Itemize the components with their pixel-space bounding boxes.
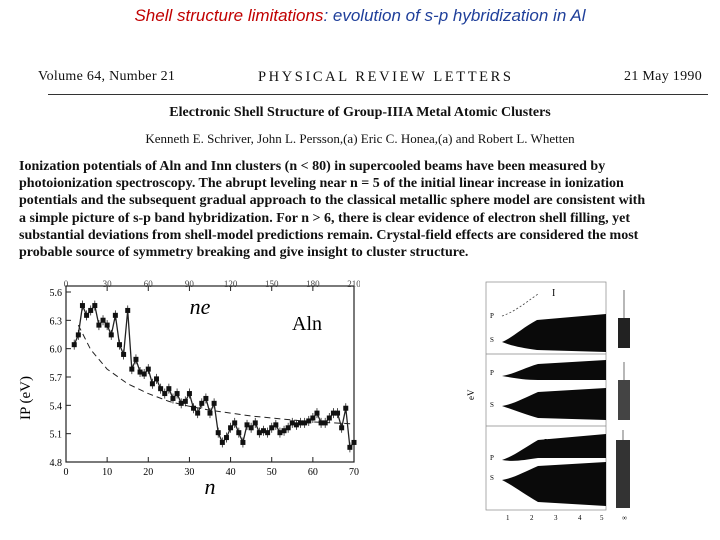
band-label: S bbox=[490, 336, 494, 344]
top-label: ne bbox=[189, 294, 211, 319]
data-point bbox=[195, 411, 200, 416]
data-point bbox=[183, 399, 188, 404]
y-tick-label: 5.7 bbox=[49, 373, 62, 384]
data-point bbox=[187, 391, 192, 396]
band-p-fan bbox=[502, 360, 606, 380]
y-axis bbox=[50, 288, 72, 469]
band-label: P bbox=[490, 312, 494, 320]
data-point bbox=[105, 323, 110, 328]
abstract-line: probable source of symmetry breaking and give insight to cluster structure. bbox=[19, 245, 469, 261]
data-point bbox=[273, 422, 278, 427]
data-point bbox=[129, 367, 134, 372]
data-point bbox=[92, 303, 97, 308]
data-point bbox=[96, 323, 101, 328]
data-point bbox=[343, 406, 348, 411]
band-column bbox=[618, 318, 630, 348]
x-tick-label: 40 bbox=[225, 467, 236, 478]
data-point bbox=[125, 308, 130, 313]
band-p-fan bbox=[502, 434, 606, 461]
header-rule bbox=[48, 94, 708, 95]
data-point bbox=[339, 425, 344, 430]
data-point bbox=[117, 342, 122, 347]
data-point bbox=[150, 381, 155, 386]
data-point bbox=[310, 416, 315, 421]
band-x-tick: 3 bbox=[554, 514, 558, 522]
band-s-fan bbox=[502, 388, 606, 420]
journal-name: PHYSICAL REVIEW LETTERS bbox=[258, 69, 514, 85]
band-ylabel: eV bbox=[466, 389, 476, 400]
band-x-tick: 1 bbox=[506, 514, 510, 522]
y-tick-label: 5.1 bbox=[49, 429, 62, 441]
band-p-line bbox=[502, 294, 538, 316]
band-label: S bbox=[490, 401, 494, 409]
data-point bbox=[208, 411, 213, 416]
band-label: S bbox=[490, 474, 494, 482]
data-point bbox=[80, 303, 85, 308]
abstract-line: photoionization spectroscopy. The abrupt leveling near n = 5 of the initial linear increase in ionization bbox=[19, 176, 624, 192]
data-point bbox=[133, 357, 138, 362]
y-tick-label: 6.3 bbox=[49, 316, 62, 328]
panel-label-1: I bbox=[552, 288, 556, 299]
x-tick-label: 60 bbox=[307, 467, 318, 478]
data-point bbox=[84, 313, 89, 318]
band-x-tick: 5 bbox=[600, 514, 604, 522]
species-label: Aln bbox=[292, 313, 322, 335]
slide-title bbox=[0, 6, 720, 26]
x-tick-label: 50 bbox=[266, 467, 277, 478]
data-point bbox=[236, 430, 241, 435]
band-x-tick: 2 bbox=[530, 514, 534, 522]
data-point bbox=[352, 440, 357, 445]
journal-volume: Volume 64, Number 21 bbox=[38, 69, 176, 84]
abstract-line: a simple picture of s-p band hybridization. For n > 6, there is clear evidence of electron shell filling, yet bbox=[19, 210, 630, 226]
top-tick-label: 180 bbox=[306, 280, 320, 289]
paper-title: Electronic Shell Structure of Group-IIIA Metal Atomic Clusters bbox=[169, 105, 551, 120]
data-point bbox=[265, 430, 270, 435]
abstract-line: Ionization potentials of Aln and Inn clusters (n < 80) in supercooled beams have been measured by bbox=[19, 159, 606, 174]
data-point bbox=[249, 425, 254, 430]
data-point bbox=[327, 416, 332, 421]
x-tick-label: 0 bbox=[63, 467, 69, 478]
band-x-tick: ∞ bbox=[622, 514, 627, 522]
data-point bbox=[314, 411, 319, 416]
band-s-fan bbox=[502, 314, 606, 352]
x-tick-label: 30 bbox=[184, 467, 195, 478]
band-label: P bbox=[490, 369, 494, 377]
data-point bbox=[158, 386, 163, 391]
data-point bbox=[72, 342, 77, 347]
data-point bbox=[154, 376, 159, 381]
abstract-line: potentials and the subsequent gradual approach to the classical metallic sphere model are consistent with bbox=[19, 193, 646, 209]
data-point bbox=[224, 435, 229, 440]
y-tick-label: 5.6 bbox=[49, 288, 62, 299]
ip-chart-figure bbox=[14, 280, 360, 525]
paper-authors: Kenneth E. Schriver, John L. Persson,(a) Eric C. Honea,(a) and Robert L. Whetten bbox=[145, 131, 575, 146]
data-point bbox=[253, 420, 258, 425]
data-point bbox=[212, 401, 217, 406]
top-tick-label: 90 bbox=[184, 280, 194, 289]
data-point bbox=[216, 430, 221, 435]
ip-chart bbox=[14, 280, 360, 525]
band-diagram bbox=[452, 280, 652, 525]
data-point bbox=[335, 411, 340, 416]
y-tick-label: 6.0 bbox=[49, 344, 62, 356]
slide-title-rest: : evolution of s-p hybridization in Al bbox=[323, 6, 586, 25]
data-point bbox=[220, 440, 225, 445]
data-point bbox=[232, 420, 237, 425]
data-point bbox=[347, 445, 352, 450]
data-point bbox=[323, 420, 328, 425]
data-point bbox=[76, 332, 81, 337]
data-point bbox=[162, 391, 167, 396]
data-point bbox=[199, 401, 204, 406]
y-tick-label: 5.4 bbox=[49, 401, 62, 413]
data-point bbox=[170, 396, 175, 401]
ylabel: IP (eV) bbox=[18, 375, 34, 421]
top-tick-label: 150 bbox=[264, 280, 279, 289]
data-point bbox=[146, 367, 151, 372]
xlabel: n bbox=[204, 474, 216, 499]
y-tick-label: 4.8 bbox=[49, 458, 62, 469]
data-point bbox=[228, 425, 233, 430]
data-point bbox=[240, 440, 245, 445]
data-point bbox=[88, 308, 93, 313]
abstract-line: substantial deviations from shell-model predictions remain. Crystal-field effects are considered the most bbox=[19, 227, 639, 243]
band-column bbox=[618, 380, 630, 420]
data-point bbox=[166, 386, 171, 391]
data-point bbox=[142, 372, 147, 377]
band-x-tick: 4 bbox=[578, 514, 582, 522]
data-point bbox=[121, 352, 126, 357]
slide-title-lead: Shell structure limitations bbox=[134, 6, 324, 25]
x-tick-label: 70 bbox=[349, 467, 359, 478]
top-tick-label: 30 bbox=[102, 280, 112, 289]
data-point bbox=[175, 391, 180, 396]
data-point bbox=[286, 425, 291, 430]
x-tick-label: 20 bbox=[143, 467, 154, 478]
data-point bbox=[101, 318, 106, 323]
top-tick-label: 60 bbox=[143, 280, 153, 289]
x-tick-label: 10 bbox=[102, 467, 113, 478]
band-label: P bbox=[490, 454, 494, 462]
top-tick-label: 120 bbox=[223, 280, 238, 289]
data-point bbox=[191, 406, 196, 411]
band-s-fan bbox=[502, 462, 606, 506]
top-tick-label: 210 bbox=[347, 280, 360, 289]
paper-abstract bbox=[19, 158, 705, 261]
band-diagram-figure bbox=[452, 280, 652, 525]
band-column bbox=[616, 440, 630, 508]
data-point bbox=[113, 313, 118, 318]
top-tick-label: 0 bbox=[63, 280, 69, 289]
data-point bbox=[203, 396, 208, 401]
journal-date: 21 May 1990 bbox=[624, 69, 702, 84]
data-point bbox=[109, 332, 114, 337]
